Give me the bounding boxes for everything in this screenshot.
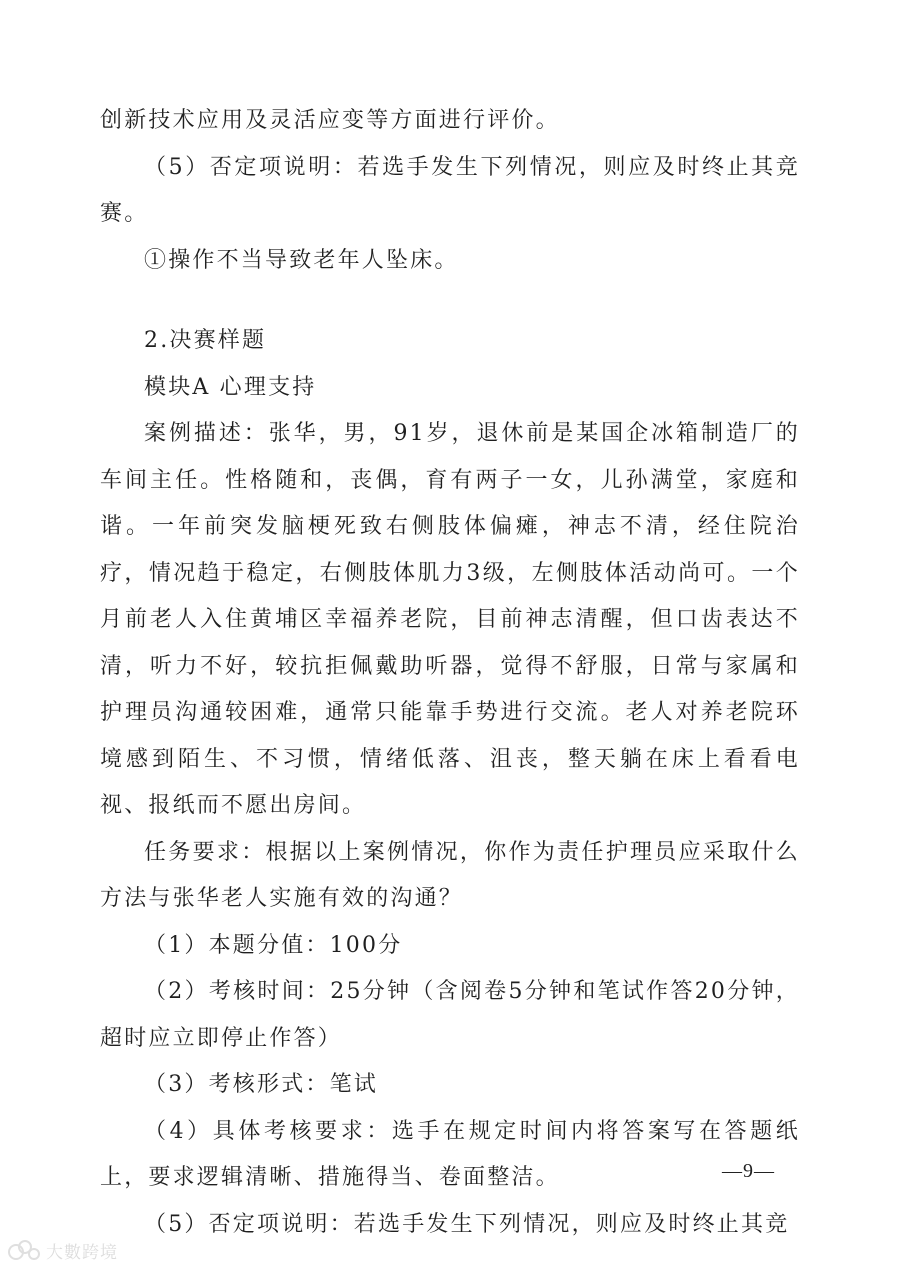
- section-gap: [100, 284, 800, 318]
- paragraph-fall-from-bed: ①操作不当导致老年人坠床。: [144, 247, 459, 273]
- module-heading: 模块A 心理支持: [144, 374, 317, 400]
- paragraph-case-description: 案例描述：张华，男，91岁，退休前是某国企冰箱制造厂的车间主任。性格随和，丧偶，育有两子一女，儿孙满堂，家庭和谐。一年前突发脑梗死致右侧肢体偏瘫，神志不清，经住院治疗，情况趋于稳定，右侧肢体肌力3级，左侧肢体活动尚可。一个月前老人入住黄埔区幸福养老院，目前神志清醒，但口齿表达不清，听力不好，较抗拒佩戴助听器，觉得不舒服，日常与家属和护理员沟通较困难，通常只能靠手势进行交流。老人对养老院环境感到陌生、不习惯，情绪低落、沮丧，整天躺在床上看看电视、报纸而不愿出房间。: [100, 421, 800, 818]
- document-body: [100, 98, 800, 1248]
- paragraph-exam-time: （2）考核时间：25分钟（含阅卷5分钟和笔试作答20分钟，超时应立即停止作答）: [100, 979, 800, 1051]
- brand-logo-icon: [8, 1240, 40, 1262]
- paragraph-evaluation-aspects: 创新技术应用及灵活应变等方面进行评价。: [100, 108, 560, 133]
- page-number: —9—: [722, 1160, 775, 1182]
- paragraph-exam-form: （3）考核形式：笔试: [144, 1072, 378, 1097]
- watermark: [8, 1238, 118, 1263]
- paragraph-negative-item-2: （5）否定项说明：若选手发生下列情况，则应及时终止其竞: [144, 1211, 790, 1237]
- watermark-text: 大數跨境: [46, 1243, 118, 1263]
- section-heading-final-sample: 2.决赛样题: [144, 328, 267, 353]
- paragraph-specific-requirements: （4）具体考核要求：选手在规定时间内将答案写在答题纸上，要求逻辑清晰、措施得当、卷面整洁。: [100, 1118, 800, 1190]
- paragraph-score: （1）本题分值：100分: [144, 932, 403, 958]
- paragraph-task-requirement: 任务要求：根据以上案例情况，你作为责任护理员应采取什么方法与张华老人实施有效的沟通？: [100, 839, 800, 911]
- paragraph-negative-item-1: （5）否定项说明：若选手发生下列情况，则应及时终止其竞赛。: [100, 154, 800, 226]
